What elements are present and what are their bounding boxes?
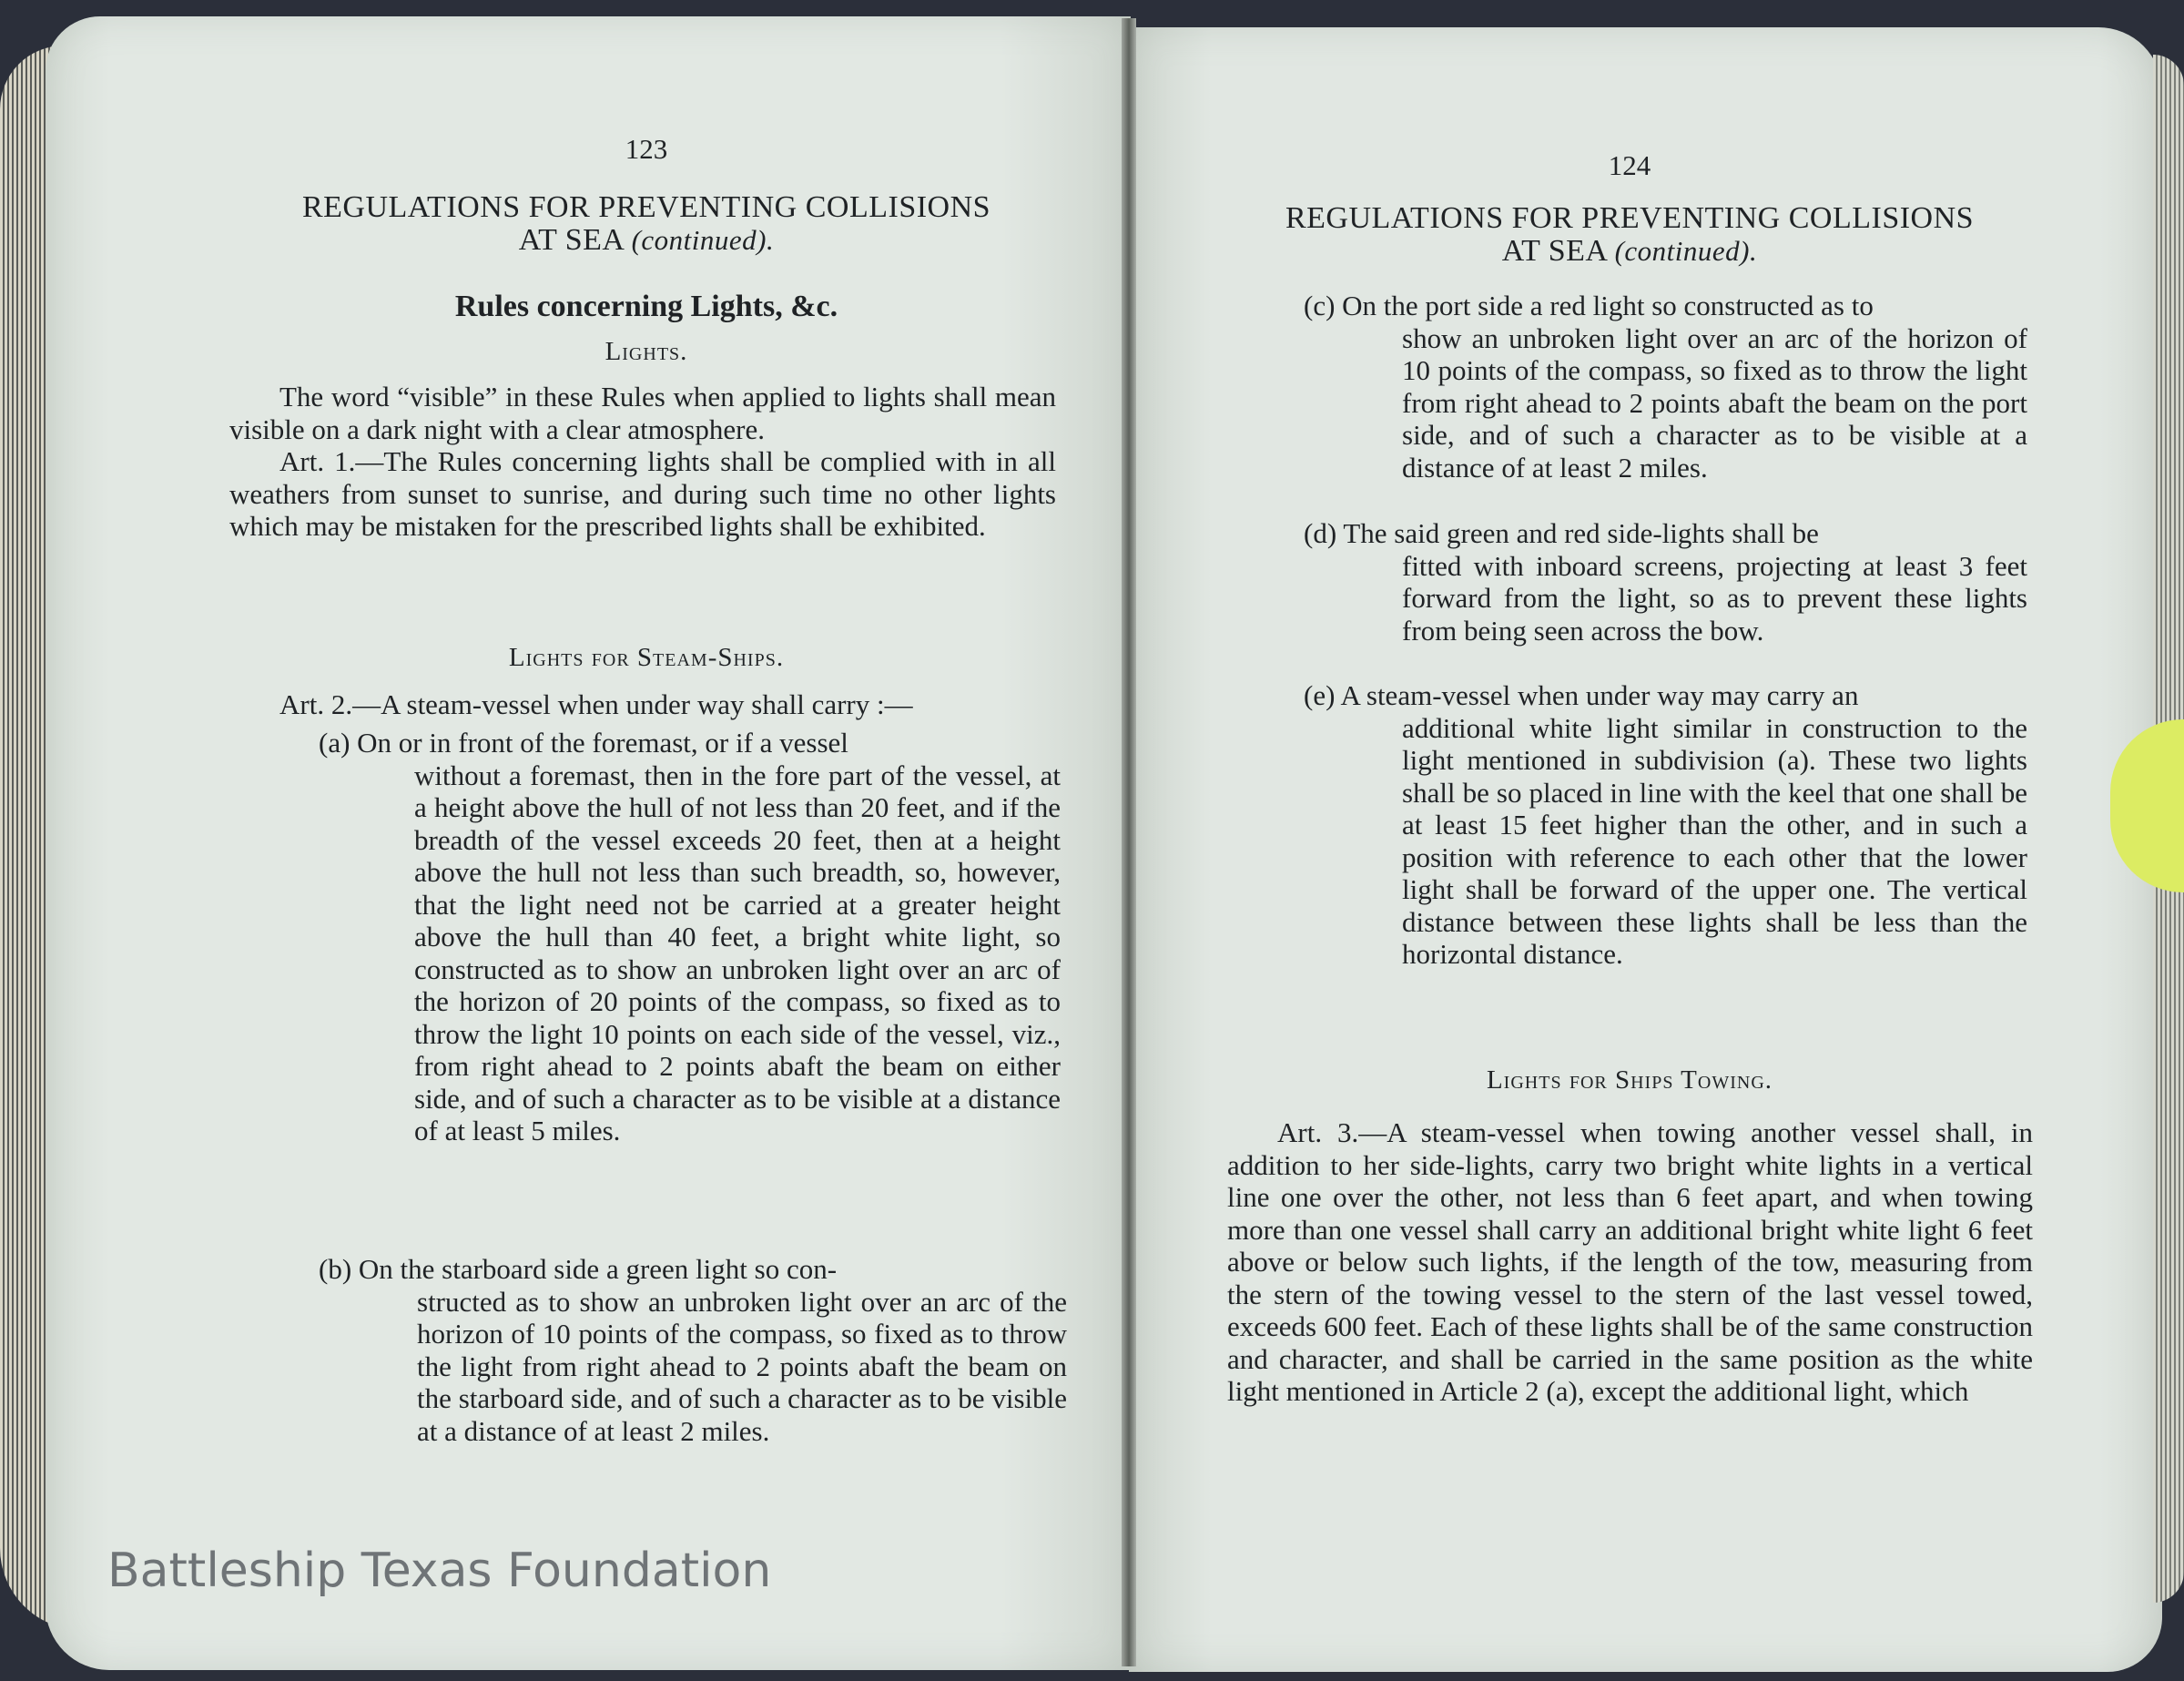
art3-text	[1227, 1116, 2033, 1408]
para-art2: Art. 2.—A steam-vessel when under way shall carry :—	[279, 688, 913, 720]
item-e-body: additional white light similar in construction to the light mentioned in subdivision (a). These two lights shall be so placed in line with the keel that one shall be at least 15 feet higher than the other, and in such a position with reference to each other that the lower light shall be forward of the upper one. The vertical distance between these lights shall be less than the horizontal distance.	[1402, 711, 2027, 970]
item-b-body: structed as to show an unbroken light over an arc of the horizon of 10 points of the compass, so fixed as to throw the light from right ahead to 2 points abaft the beam on the starboard side, and of such a character as to be visible at a distance of at least 2 miles.	[417, 1285, 1067, 1447]
item-d-label: (d)	[1304, 517, 1337, 549]
item-b	[319, 1253, 1067, 1447]
item-a-label: (a)	[319, 727, 350, 759]
item-e-label: (e)	[1304, 679, 1336, 711]
item-b-first-line	[319, 1253, 1067, 1286]
item-c-label: (c)	[1304, 290, 1336, 321]
book-gutter	[1122, 18, 1136, 1666]
para-art1: Art. 1.—The Rules concerning lights shall be complied with in all weathers from sunset to sunrise, and during such time no other lights which may be mistaken for the prescribed lights shall be exhibited.	[229, 445, 1056, 542]
para-visible: The word “visible” in these Rules when applied to lights shall mean visible on a dark night with a clear atmosphere.	[229, 381, 1056, 445]
item-d	[1304, 517, 2027, 647]
watermark-text: Battleship Texas Foundation	[107, 1543, 772, 1598]
rules-title: Rules concerning Lights, &c.	[454, 290, 838, 323]
right-heading-line1: REGULATIONS FOR PREVENTING COLLISIONS	[1285, 201, 1975, 235]
item-c-first-text: On the port side a red light so constructed as to	[1342, 290, 1874, 321]
left-page-heading	[218, 191, 1074, 257]
right-page-heading	[1202, 202, 2057, 268]
item-c-first-line	[1304, 290, 2027, 322]
right-heading-line2	[1202, 235, 2057, 268]
item-b-label: (b)	[319, 1253, 352, 1285]
item-d-first-line	[1304, 517, 2027, 550]
art2-intro	[229, 688, 1056, 721]
left-heading-line1: REGULATIONS FOR PREVENTING COLLISIONS	[301, 190, 991, 224]
left-heading-at-sea: AT SEA	[518, 223, 624, 257]
section-towing-title: Lights for Ships Towing.	[1486, 1065, 1773, 1095]
item-e	[1304, 679, 2027, 971]
item-c	[1304, 290, 2027, 484]
item-a	[319, 727, 1061, 1147]
section-steam-ships-title: Lights for Steam-Ships.	[508, 643, 785, 672]
item-b-first-text: On the starboard side a green light so con-	[358, 1253, 838, 1285]
left-page-number: 123	[625, 133, 668, 165]
left-heading-continued: (continued).	[631, 224, 775, 256]
right-page-number: 124	[1608, 149, 1651, 181]
item-e-first-text: A steam-vessel when under way may carry an	[1340, 679, 1859, 711]
section-lights-title: Lights.	[604, 337, 688, 366]
right-heading-continued: (continued).	[1614, 235, 1758, 267]
left-heading-line2	[218, 224, 1074, 257]
left-intro-text	[229, 381, 1056, 543]
item-d-body: fitted with inboard screens, projecting at least 3 feet forward from the light, so as to prevent these lights from being seen across the bow.	[1402, 549, 2027, 647]
item-a-first-line	[319, 727, 1061, 759]
item-d-first-text: The said green and red side-lights shall be	[1343, 517, 1819, 549]
para-art3: Art. 3.—A steam-vessel when towing another vessel shall, in addition to her side-lights, carry two bright white lights in a vertical line one over the other, not less than 6 feet apart, and when towing more than one vessel shall carry an additional bright white light 6 feet above or below such lights, if the length of the tow, measuring from the stern of the towing vessel to the stern of the last vessel towed, exceeds 600 feet. Each of these lights shall be of the same construction and character, and shall be carried in the same position as the white light mentioned in Article 2 (a), except the additional light, which	[1227, 1116, 2033, 1407]
item-a-body: without a foremast, then in the fore part of the vessel, at a height above the hull of not less than 20 feet, and if the breadth of the vessel exceeds 20 feet, then at a height above the hull not less than such breadth, so, however, that the light need not be carried at a greater height above the hull than 40 feet, a bright white light, so constructed as to show an unbroken light over an arc of the horizon of 20 points of the compass, so fixed as to throw the light 10 points on each side of the vessel, viz., from right ahead to 2 points abaft the beam on either side, and of such a character as to be visible at a distance of at least 5 miles.	[414, 759, 1061, 1146]
right-heading-at-sea: AT SEA	[1501, 234, 1607, 268]
item-a-first-text: On or in front of the foremast, or if a vessel	[357, 727, 848, 759]
item-e-first-line	[1304, 679, 2027, 712]
item-c-body: show an unbroken light over an arc of the horizon of 10 points of the compass, so fixed as to throw the light from right ahead to 2 points abaft the beam on the port side, and of such a character as to be visible at a distance of at least 2 miles.	[1402, 321, 2027, 484]
